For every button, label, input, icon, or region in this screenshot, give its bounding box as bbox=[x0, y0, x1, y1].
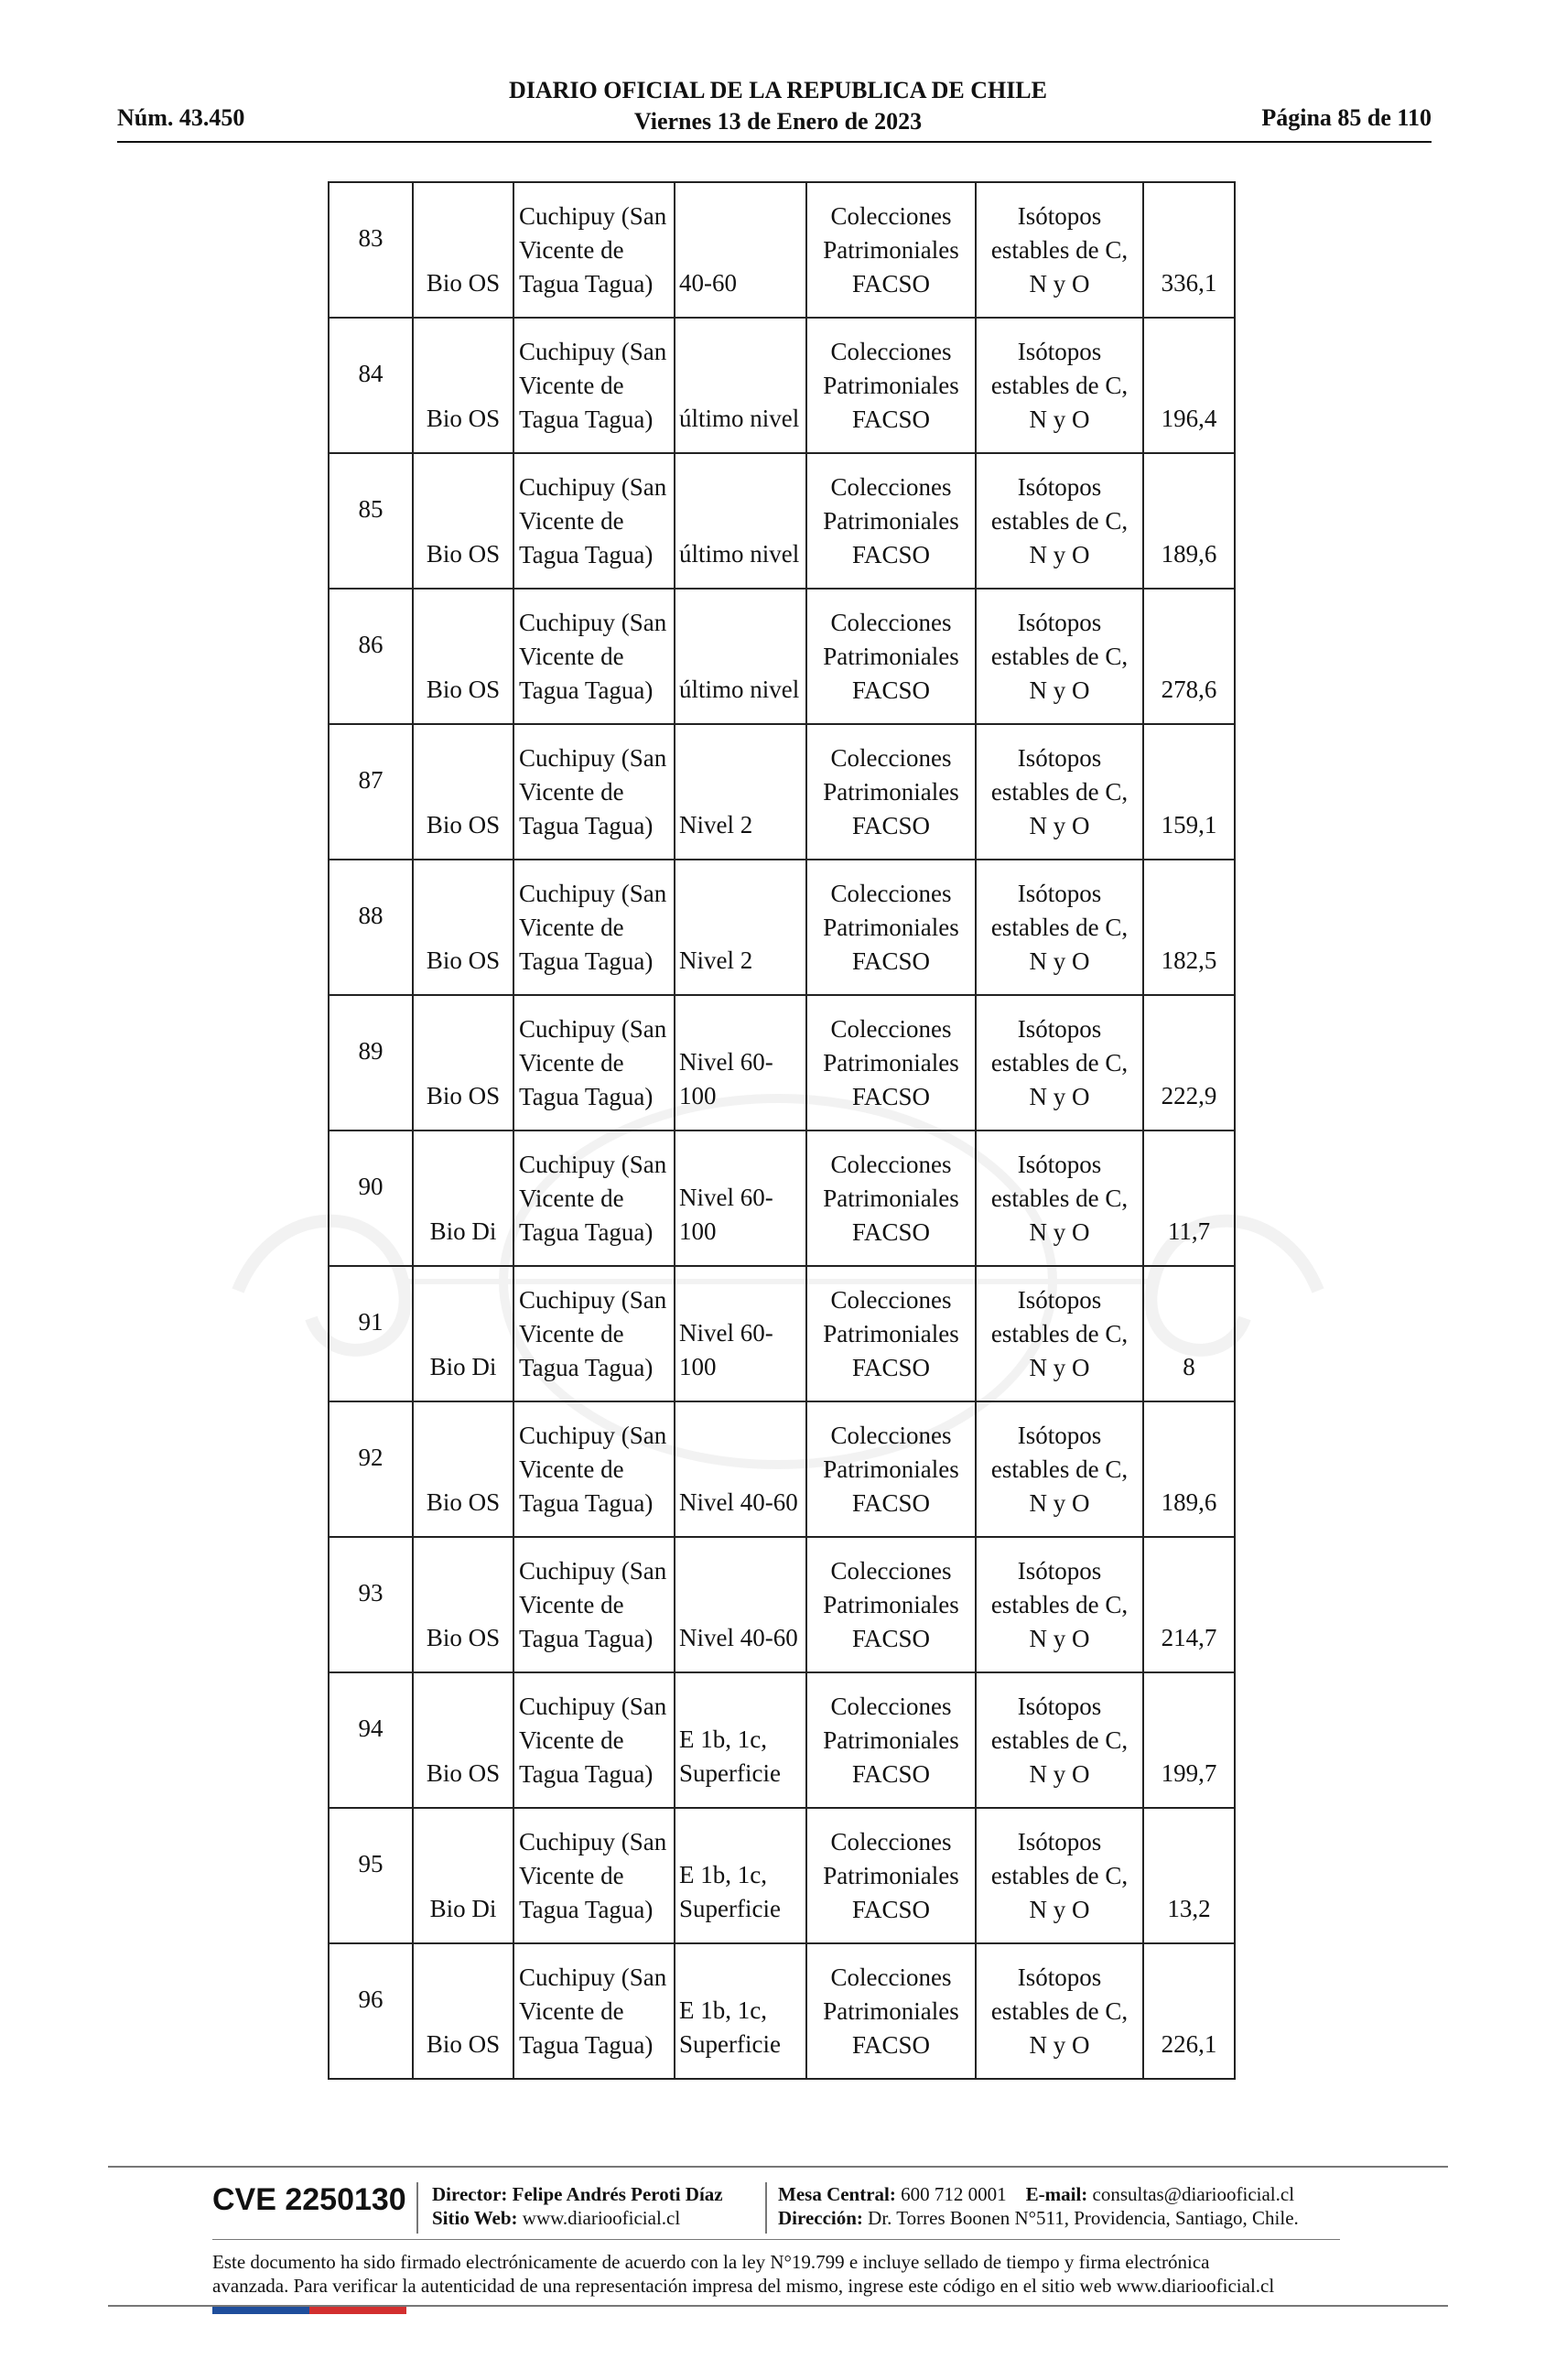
cell-line: FACSO bbox=[851, 947, 931, 975]
cell-line: Cuchipuy (San bbox=[519, 201, 667, 230]
sample-number-cell: 86 bbox=[329, 589, 413, 724]
table-row bbox=[329, 995, 1235, 1130]
cell-line: Cuchipuy (San bbox=[519, 1421, 667, 1449]
email-link[interactable]: consultas@diariooficial.cl bbox=[1092, 2183, 1295, 2205]
cell-line: N y O bbox=[1029, 1624, 1090, 1652]
cell-line: Tagua Tagua) bbox=[519, 1624, 654, 1652]
cell-line: FACSO bbox=[851, 1353, 931, 1381]
level-cell bbox=[675, 1808, 806, 1943]
cell-line: E 1b, 1c, bbox=[679, 1726, 767, 1753]
cell-line: Patrimoniales bbox=[823, 1048, 959, 1076]
table-row bbox=[329, 318, 1235, 453]
sample-type-cell: Bio OS bbox=[413, 589, 513, 724]
table-row bbox=[329, 1537, 1235, 1672]
phone-label: Mesa Central: bbox=[778, 2183, 896, 2205]
level-cell bbox=[675, 589, 806, 724]
sample-type-cell: Bio Di bbox=[413, 1130, 513, 1266]
cell-line: Isótopos bbox=[1017, 1556, 1102, 1585]
cell-line: Cuchipuy (San bbox=[519, 1285, 667, 1314]
cell-line: estables de C, bbox=[990, 1184, 1129, 1212]
cell-line: Vicente de bbox=[519, 1996, 624, 2025]
value-cell: 196,4 bbox=[1143, 318, 1235, 453]
value-cell: 159,1 bbox=[1143, 724, 1235, 860]
analysis-cell bbox=[976, 1401, 1143, 1537]
cell-line: estables de C, bbox=[990, 913, 1129, 941]
cell-line: Patrimoniales bbox=[823, 1726, 959, 1754]
flag-red-segment bbox=[309, 2307, 406, 2314]
table-row bbox=[329, 1266, 1235, 1401]
table-row bbox=[329, 1672, 1235, 1808]
cell-line: N y O bbox=[1029, 1217, 1090, 1246]
cell-line: Nivel 2 bbox=[679, 947, 753, 974]
collection-cell bbox=[806, 1130, 976, 1266]
collection-cell bbox=[806, 995, 976, 1130]
cell-line: FACSO bbox=[851, 1217, 931, 1246]
sample-type-cell: Bio OS bbox=[413, 1943, 513, 2079]
cell-line: Colecciones bbox=[830, 1692, 952, 1720]
cell-line: Superficie bbox=[679, 1895, 781, 1922]
analysis-cell bbox=[976, 453, 1143, 589]
table-row bbox=[329, 1943, 1235, 2079]
cell-line: Cuchipuy (San bbox=[519, 1692, 667, 1720]
sample-type-cell: Bio OS bbox=[413, 1401, 513, 1537]
cell-line: Tagua Tagua) bbox=[519, 405, 654, 433]
table-row bbox=[329, 1401, 1235, 1537]
cell-line: Patrimoniales bbox=[823, 1319, 959, 1347]
website-link[interactable]: www.diariooficial.cl bbox=[522, 2207, 681, 2229]
cell-line: FACSO bbox=[851, 1624, 931, 1652]
collection-cell bbox=[806, 1943, 976, 2079]
analysis-cell bbox=[976, 318, 1143, 453]
sample-number-cell: 85 bbox=[329, 453, 413, 589]
level-cell bbox=[675, 995, 806, 1130]
cell-line: Colecciones bbox=[830, 743, 952, 772]
cell-line: Colecciones bbox=[830, 201, 952, 230]
cell-line: Isótopos bbox=[1017, 608, 1102, 636]
sample-number-cell: 92 bbox=[329, 1401, 413, 1537]
director-name: Felipe Andrés Peroti Díaz bbox=[512, 2183, 723, 2205]
table-row bbox=[329, 1808, 1235, 1943]
sample-type-cell: Bio OS bbox=[413, 724, 513, 860]
cell-line: estables de C, bbox=[990, 1996, 1129, 2025]
collection-cell bbox=[806, 1401, 976, 1537]
cell-line: N y O bbox=[1029, 1353, 1090, 1381]
cell-line: estables de C, bbox=[990, 642, 1129, 670]
cell-line: Vicente de bbox=[519, 1048, 624, 1076]
cell-line: Nivel 40-60 bbox=[679, 1488, 798, 1516]
publication-title: DIARIO OFICIAL DE LA REPUBLICA DE CHILE bbox=[508, 77, 1047, 103]
site-cell bbox=[513, 318, 675, 453]
value-cell: 13,2 bbox=[1143, 1808, 1235, 1943]
footer-director-block bbox=[432, 2182, 723, 2230]
level-cell bbox=[675, 318, 806, 453]
flag-stripe bbox=[212, 2307, 406, 2314]
site-cell bbox=[513, 724, 675, 860]
cell-line: Isótopos bbox=[1017, 1150, 1102, 1178]
cell-line: Cuchipuy (San bbox=[519, 1827, 667, 1855]
cve-code: CVE 2250130 bbox=[212, 2182, 406, 2217]
cell-line: estables de C, bbox=[990, 235, 1129, 264]
legal-notice-line: avanzada. Para verificar la autenticidad de una representación impresa del mismo, ingrese este código en el sitio web www.diariooficial.cl bbox=[212, 2275, 1275, 2297]
director-label: Director: bbox=[432, 2183, 508, 2205]
value-cell: 222,9 bbox=[1143, 995, 1235, 1130]
publication-date: Viernes 13 de Enero de 2023 bbox=[633, 108, 923, 135]
cell-line: N y O bbox=[1029, 947, 1090, 975]
cell-line: Isótopos bbox=[1017, 472, 1102, 501]
collection-cell bbox=[806, 453, 976, 589]
cell-line: 100 bbox=[679, 1353, 717, 1380]
cell-line: Colecciones bbox=[830, 1556, 952, 1585]
cell-line: Isótopos bbox=[1017, 1285, 1102, 1314]
cell-line: N y O bbox=[1029, 1759, 1090, 1788]
footer-separator bbox=[416, 2182, 418, 2234]
analysis-cell bbox=[976, 860, 1143, 995]
site-cell bbox=[513, 453, 675, 589]
analysis-cell bbox=[976, 1943, 1143, 2079]
level-cell bbox=[675, 860, 806, 995]
cell-line: Tagua Tagua) bbox=[519, 1353, 654, 1381]
website-label: Sitio Web: bbox=[432, 2207, 518, 2229]
cell-line: estables de C, bbox=[990, 1861, 1129, 1889]
cell-line: último nivel bbox=[679, 405, 800, 432]
cell-line: Tagua Tagua) bbox=[519, 1217, 654, 1246]
table-row bbox=[329, 724, 1235, 860]
collection-cell bbox=[806, 182, 976, 318]
cell-line: N y O bbox=[1029, 269, 1090, 298]
cell-line: Cuchipuy (San bbox=[519, 1150, 667, 1178]
phone-number: 600 712 0001 bbox=[901, 2183, 1007, 2205]
cell-line: Isótopos bbox=[1017, 201, 1102, 230]
cell-line: Vicente de bbox=[519, 1184, 624, 1212]
cell-line: Patrimoniales bbox=[823, 506, 959, 535]
cell-line: último nivel bbox=[679, 676, 800, 703]
address-text: Dr. Torres Boonen N°511, Providencia, Santiago, Chile. bbox=[868, 2207, 1299, 2229]
cell-line: Tagua Tagua) bbox=[519, 540, 654, 568]
cell-line: Cuchipuy (San bbox=[519, 337, 667, 365]
cell-line: estables de C, bbox=[990, 1455, 1129, 1483]
cell-line: FACSO bbox=[851, 1895, 931, 1923]
email-label: E-mail: bbox=[1025, 2183, 1088, 2205]
value-cell: 336,1 bbox=[1143, 182, 1235, 318]
cell-line: Vicente de bbox=[519, 371, 624, 399]
site-cell bbox=[513, 860, 675, 995]
cell-line: Colecciones bbox=[830, 1963, 952, 1991]
cell-line: Patrimoniales bbox=[823, 371, 959, 399]
sample-type-cell: Bio Di bbox=[413, 1808, 513, 1943]
cell-line: Tagua Tagua) bbox=[519, 2030, 654, 2059]
cell-line: N y O bbox=[1029, 676, 1090, 704]
analysis-cell bbox=[976, 589, 1143, 724]
cell-line: N y O bbox=[1029, 1488, 1090, 1517]
cell-line: Tagua Tagua) bbox=[519, 1082, 654, 1110]
cell-line: 100 bbox=[679, 1217, 717, 1245]
analysis-cell bbox=[976, 995, 1143, 1130]
cell-line: Patrimoniales bbox=[823, 1996, 959, 2025]
flag-blue-segment bbox=[212, 2307, 309, 2314]
value-cell: 278,6 bbox=[1143, 589, 1235, 724]
samples-table-body bbox=[329, 182, 1235, 2079]
cell-line: FACSO bbox=[851, 540, 931, 568]
value-cell: 226,1 bbox=[1143, 1943, 1235, 2079]
cell-line: Nivel 60- bbox=[679, 1184, 773, 1211]
samples-table-container bbox=[328, 181, 1234, 2080]
site-cell bbox=[513, 1401, 675, 1537]
level-cell bbox=[675, 1537, 806, 1672]
value-cell: 11,7 bbox=[1143, 1130, 1235, 1266]
cell-line: Vicente de bbox=[519, 777, 624, 806]
cell-line: Tagua Tagua) bbox=[519, 676, 654, 704]
cell-line: E 1b, 1c, bbox=[679, 1861, 767, 1888]
collection-cell bbox=[806, 589, 976, 724]
cell-line: Patrimoniales bbox=[823, 913, 959, 941]
cell-line: FACSO bbox=[851, 1488, 931, 1517]
sample-type-cell: Bio OS bbox=[413, 1537, 513, 1672]
collection-cell bbox=[806, 1537, 976, 1672]
sample-type-cell: Bio Di bbox=[413, 1266, 513, 1401]
sample-number-cell: 91 bbox=[329, 1266, 413, 1401]
sample-number-cell: 90 bbox=[329, 1130, 413, 1266]
level-cell bbox=[675, 1266, 806, 1401]
site-cell bbox=[513, 995, 675, 1130]
collection-cell bbox=[806, 1808, 976, 1943]
cell-line: Isótopos bbox=[1017, 1827, 1102, 1855]
address-label: Dirección: bbox=[778, 2207, 863, 2229]
issue-number: Núm. 43.450 bbox=[117, 104, 245, 131]
cell-line: E 1b, 1c, bbox=[679, 1996, 767, 2024]
analysis-cell bbox=[976, 1266, 1143, 1401]
cell-line: Isótopos bbox=[1017, 337, 1102, 365]
value-cell: 199,7 bbox=[1143, 1672, 1235, 1808]
cell-line: Isótopos bbox=[1017, 1963, 1102, 1991]
cell-line: FACSO bbox=[851, 269, 931, 298]
cell-line: Patrimoniales bbox=[823, 1184, 959, 1212]
table-row bbox=[329, 589, 1235, 724]
value-cell: 214,7 bbox=[1143, 1537, 1235, 1672]
cell-line: Cuchipuy (San bbox=[519, 1963, 667, 1991]
cell-line: estables de C, bbox=[990, 1590, 1129, 1618]
footer-divider-top bbox=[108, 2166, 1448, 2168]
cell-line: 40-60 bbox=[679, 269, 737, 297]
cell-line: Cuchipuy (San bbox=[519, 472, 667, 501]
sample-number-cell: 95 bbox=[329, 1808, 413, 1943]
cell-line: 100 bbox=[679, 1082, 717, 1109]
collection-cell bbox=[806, 1266, 976, 1401]
cell-line: Vicente de bbox=[519, 913, 624, 941]
cell-line: último nivel bbox=[679, 540, 800, 568]
cell-line: Colecciones bbox=[830, 879, 952, 907]
cell-line: FACSO bbox=[851, 405, 931, 433]
collection-cell bbox=[806, 724, 976, 860]
cell-line: Vicente de bbox=[519, 1590, 624, 1618]
level-cell bbox=[675, 182, 806, 318]
table-row bbox=[329, 860, 1235, 995]
sample-number-cell: 87 bbox=[329, 724, 413, 860]
cell-line: Nivel 2 bbox=[679, 811, 753, 838]
site-cell bbox=[513, 182, 675, 318]
cell-line: Nivel 60- bbox=[679, 1319, 773, 1347]
sample-type-cell: Bio OS bbox=[413, 860, 513, 995]
legal-notice-line: Este documento ha sido firmado electrónicamente de acuerdo con la ley N°19.799 e incluye sellado de tiempo y firma electrónica bbox=[212, 2251, 1210, 2273]
analysis-cell bbox=[976, 1130, 1143, 1266]
analysis-cell bbox=[976, 724, 1143, 860]
cell-line: FACSO bbox=[851, 1082, 931, 1110]
header-divider bbox=[117, 141, 1432, 143]
sample-number-cell: 96 bbox=[329, 1943, 413, 2079]
value-cell: 182,5 bbox=[1143, 860, 1235, 995]
value-cell: 8 bbox=[1143, 1266, 1235, 1401]
cell-line: Cuchipuy (San bbox=[519, 879, 667, 907]
cell-line: FACSO bbox=[851, 811, 931, 839]
site-cell bbox=[513, 1130, 675, 1266]
level-cell bbox=[675, 453, 806, 589]
cell-line: Patrimoniales bbox=[823, 1590, 959, 1618]
level-cell bbox=[675, 1672, 806, 1808]
level-cell bbox=[675, 1943, 806, 2079]
cell-line: N y O bbox=[1029, 811, 1090, 839]
sample-type-cell: Bio OS bbox=[413, 453, 513, 589]
cell-line: Nivel 40-60 bbox=[679, 1624, 798, 1651]
cell-line: Cuchipuy (San bbox=[519, 1556, 667, 1585]
cell-line: FACSO bbox=[851, 676, 931, 704]
cell-line: Colecciones bbox=[830, 472, 952, 501]
cell-line: Vicente de bbox=[519, 235, 624, 264]
cell-line: N y O bbox=[1029, 540, 1090, 568]
collection-cell bbox=[806, 860, 976, 995]
cell-line: Vicente de bbox=[519, 1455, 624, 1483]
site-cell bbox=[513, 1537, 675, 1672]
analysis-cell bbox=[976, 182, 1143, 318]
cell-line: N y O bbox=[1029, 405, 1090, 433]
legal-notice bbox=[212, 2250, 1347, 2298]
cell-line: Colecciones bbox=[830, 1421, 952, 1449]
cell-line: Isótopos bbox=[1017, 1421, 1102, 1449]
cell-line: Vicente de bbox=[519, 1726, 624, 1754]
cell-line: Vicente de bbox=[519, 642, 624, 670]
cell-line: Colecciones bbox=[830, 608, 952, 636]
value-cell: 189,6 bbox=[1143, 1401, 1235, 1537]
sample-type-cell: Bio OS bbox=[413, 1672, 513, 1808]
sample-number-cell: 89 bbox=[329, 995, 413, 1130]
cell-line: Vicente de bbox=[519, 1861, 624, 1889]
page-number: Página 85 de 110 bbox=[1261, 104, 1432, 131]
site-cell bbox=[513, 1808, 675, 1943]
cell-line: Tagua Tagua) bbox=[519, 1488, 654, 1517]
sample-number-cell: 94 bbox=[329, 1672, 413, 1808]
site-cell bbox=[513, 589, 675, 724]
sample-type-cell: Bio OS bbox=[413, 182, 513, 318]
cell-line: Isótopos bbox=[1017, 1692, 1102, 1720]
cell-line: FACSO bbox=[851, 1759, 931, 1788]
cell-line: N y O bbox=[1029, 1082, 1090, 1110]
sample-number-cell: 83 bbox=[329, 182, 413, 318]
footer-divider-mid bbox=[212, 2239, 1340, 2240]
cell-line: Superficie bbox=[679, 2030, 781, 2058]
cell-line: Vicente de bbox=[519, 506, 624, 535]
cell-line: Cuchipuy (San bbox=[519, 1014, 667, 1043]
cell-line: Tagua Tagua) bbox=[519, 1895, 654, 1923]
cell-line: Tagua Tagua) bbox=[519, 1759, 654, 1788]
cell-line: Tagua Tagua) bbox=[519, 947, 654, 975]
cell-line: estables de C, bbox=[990, 506, 1129, 535]
cell-line: estables de C, bbox=[990, 1048, 1129, 1076]
site-cell bbox=[513, 1266, 675, 1401]
sample-type-cell: Bio OS bbox=[413, 995, 513, 1130]
cell-line: Colecciones bbox=[830, 1285, 952, 1314]
analysis-cell bbox=[976, 1808, 1143, 1943]
cell-line: FACSO bbox=[851, 2030, 931, 2059]
cell-line: Colecciones bbox=[830, 337, 952, 365]
cell-line: estables de C, bbox=[990, 371, 1129, 399]
cell-line: Cuchipuy (San bbox=[519, 608, 667, 636]
cell-line: Isótopos bbox=[1017, 879, 1102, 907]
cell-line: Isótopos bbox=[1017, 1014, 1102, 1043]
cell-line: Patrimoniales bbox=[823, 235, 959, 264]
samples-table bbox=[328, 181, 1236, 2080]
sample-type-cell: Bio OS bbox=[413, 318, 513, 453]
cell-line: estables de C, bbox=[990, 1319, 1129, 1347]
cell-line: Superficie bbox=[679, 1759, 781, 1787]
site-cell bbox=[513, 1672, 675, 1808]
level-cell bbox=[675, 1401, 806, 1537]
level-cell bbox=[675, 724, 806, 860]
cell-line: Nivel 60- bbox=[679, 1048, 773, 1076]
cell-line: Colecciones bbox=[830, 1014, 952, 1043]
cell-line: Isótopos bbox=[1017, 743, 1102, 772]
cell-line: Patrimoniales bbox=[823, 1861, 959, 1889]
cell-line: Patrimoniales bbox=[823, 1455, 959, 1483]
cell-line: Patrimoniales bbox=[823, 777, 959, 806]
collection-cell bbox=[806, 318, 976, 453]
cell-line: Colecciones bbox=[830, 1150, 952, 1178]
sample-number-cell: 84 bbox=[329, 318, 413, 453]
cell-line: estables de C, bbox=[990, 1726, 1129, 1754]
footer-contact-block bbox=[778, 2182, 1299, 2230]
collection-cell bbox=[806, 1672, 976, 1808]
site-cell bbox=[513, 1943, 675, 2079]
cell-line: Tagua Tagua) bbox=[519, 269, 654, 298]
cell-line: N y O bbox=[1029, 1895, 1090, 1923]
cell-line: Patrimoniales bbox=[823, 642, 959, 670]
cell-line: estables de C, bbox=[990, 777, 1129, 806]
analysis-cell bbox=[976, 1537, 1143, 1672]
cell-line: Vicente de bbox=[519, 1319, 624, 1347]
footer-separator bbox=[765, 2182, 767, 2234]
sample-number-cell: 88 bbox=[329, 860, 413, 995]
level-cell bbox=[675, 1130, 806, 1266]
table-row bbox=[329, 453, 1235, 589]
cell-line: Tagua Tagua) bbox=[519, 811, 654, 839]
analysis-cell bbox=[976, 1672, 1143, 1808]
cell-line: Colecciones bbox=[830, 1827, 952, 1855]
sample-number-cell: 93 bbox=[329, 1537, 413, 1672]
cell-line: Cuchipuy (San bbox=[519, 743, 667, 772]
cell-line: N y O bbox=[1029, 2030, 1090, 2059]
value-cell: 189,6 bbox=[1143, 453, 1235, 589]
table-row bbox=[329, 182, 1235, 318]
table-row bbox=[329, 1130, 1235, 1266]
